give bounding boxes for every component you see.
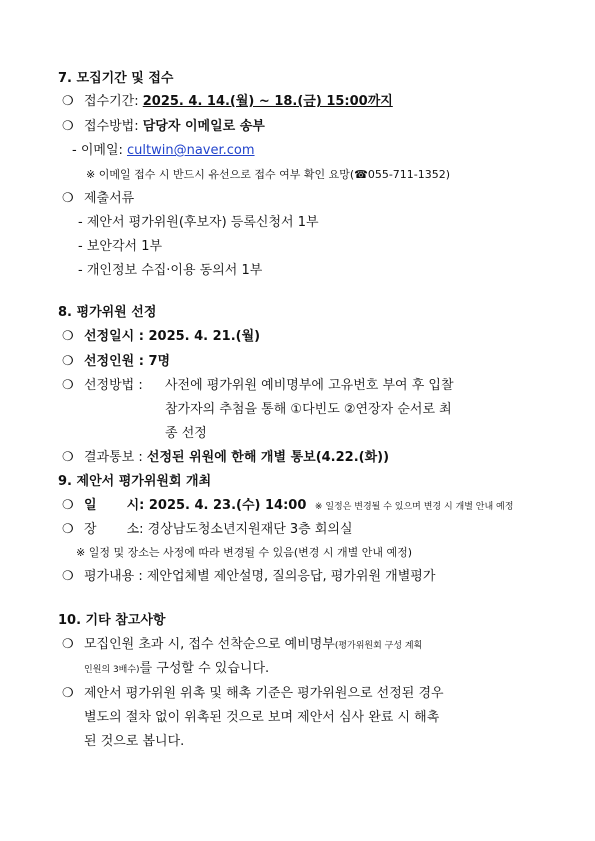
selection-date xyxy=(62,330,260,343)
email-item xyxy=(72,144,255,157)
section-8-title: 8. 평가위원 선정 xyxy=(58,305,157,320)
bullet-icon: ❍ xyxy=(62,354,74,369)
method-label: 접수방법: xyxy=(84,119,143,134)
note-2-line-3: 된 것으로 봅니다. xyxy=(84,734,185,749)
meeting-date xyxy=(62,499,513,512)
docs-title: 제출서류 xyxy=(84,191,135,206)
note-item-2 xyxy=(62,687,444,700)
bullet-icon: ❍ xyxy=(62,329,74,344)
selection-method-label: 선정방법 : xyxy=(84,378,143,393)
bullet-icon: ❍ xyxy=(62,119,74,134)
note-item-1 xyxy=(62,638,422,651)
period-item xyxy=(62,95,393,108)
meeting-date-note: ※ 일정은 변경될 수 있으며 변경 시 개별 안내 예정 xyxy=(314,502,514,512)
result-label: 결과통보 : xyxy=(84,450,147,465)
selection-count xyxy=(62,355,170,368)
bullet-icon: ❍ xyxy=(62,94,74,109)
result-value: 선정된 위원에 한해 개별 통보(4.22.(화)) xyxy=(146,450,390,465)
docs-list-item: - 제안서 평가위원(후보자) 등록신청서 1부 xyxy=(78,215,319,230)
selection-date-text: 선정일시 : 2025. 4. 21.(월) xyxy=(84,329,261,344)
note-1-small-2: 인원의 3배수) xyxy=(84,665,140,675)
eval-content xyxy=(62,570,435,583)
section-9-title: 9. 제안서 평가위원회 개최 xyxy=(58,474,212,489)
bullet-icon: ❍ xyxy=(62,191,74,206)
result-item xyxy=(62,451,389,464)
email-note: ※ 이메일 접수 시 반드시 유선으로 접수 여부 확인 요망(☎055-711-1352) xyxy=(86,168,451,181)
selection-method-line: 참가자의 추첨을 통해 ①다빈도 ②연장자 순서로 최 xyxy=(165,402,452,417)
section-10-title: 10. 기타 참고사항 xyxy=(58,613,166,628)
docs-list-item: - 개인정보 수집·이용 동의서 1부 xyxy=(78,263,263,278)
email-label: - 이메일: xyxy=(72,143,128,158)
note-2-line-1: 제안서 평가위원 위촉 및 해촉 기준은 평가위원으로 선정된 경우 xyxy=(84,686,444,701)
note-1-line-2: 를 구성할 수 있습니다. xyxy=(139,661,270,676)
selection-method-line: 종 선정 xyxy=(165,426,207,441)
meeting-place-value: : 경상남도청소년지원재단 3층 회의실 xyxy=(139,522,353,537)
bullet-icon: ❍ xyxy=(62,378,74,393)
method-item xyxy=(62,120,265,133)
place-label-1: 장 xyxy=(84,522,97,537)
bullet-icon: ❍ xyxy=(62,686,74,701)
selection-method-line: 사전에 평가위원 예비명부에 고유번호 부여 후 입찰 xyxy=(165,378,454,393)
docs-list-item: - 보안각서 1부 xyxy=(78,239,163,254)
place-label-2: 소 xyxy=(126,522,140,537)
bullet-icon: ❍ xyxy=(62,637,74,652)
period-value: 2025. 4. 14.(월) ~ 18.(금) 15:00까지 xyxy=(142,94,393,109)
period-label: 접수기간: xyxy=(84,94,143,109)
bullet-icon: ❍ xyxy=(62,450,74,465)
email-link[interactable]: cultwin@naver.com xyxy=(127,143,255,158)
selection-count-text: 선정인원 : 7명 xyxy=(84,354,171,369)
note-item-1-cont xyxy=(84,662,269,675)
method-value: 담당자 이메일로 송부 xyxy=(142,119,265,134)
section-7-title: 7. 모집기간 및 접수 xyxy=(58,71,174,86)
bullet-icon: ❍ xyxy=(62,522,74,537)
note-1-small-1: (평가위원회 구성 계획 xyxy=(334,641,423,651)
note-2-line-2: 별도의 절차 없이 위촉된 것으로 보며 제안서 심사 완료 시 해촉 xyxy=(84,710,440,725)
schedule-note: ※ 일정 및 장소는 사정에 따라 변경될 수 있음(변경 시 개별 안내 예정) xyxy=(76,546,413,559)
eval-content-text: 평가내용 : 제안업체별 제안설명, 질의응답, 평가위원 개별평가 xyxy=(84,569,436,584)
meeting-date-value: : 2025. 4. 23.(수) 14:00 xyxy=(139,498,307,513)
note-1-line-1: 모집인원 초과 시, 접수 선착순으로 예비명부 xyxy=(84,637,335,652)
date-label-2: 시 xyxy=(126,498,140,513)
selection-method xyxy=(62,379,143,392)
bullet-icon: ❍ xyxy=(62,498,74,513)
bullet-icon: ❍ xyxy=(62,569,74,584)
meeting-place xyxy=(62,523,353,536)
docs-item xyxy=(62,192,134,205)
date-label-1: 일 xyxy=(84,498,97,513)
